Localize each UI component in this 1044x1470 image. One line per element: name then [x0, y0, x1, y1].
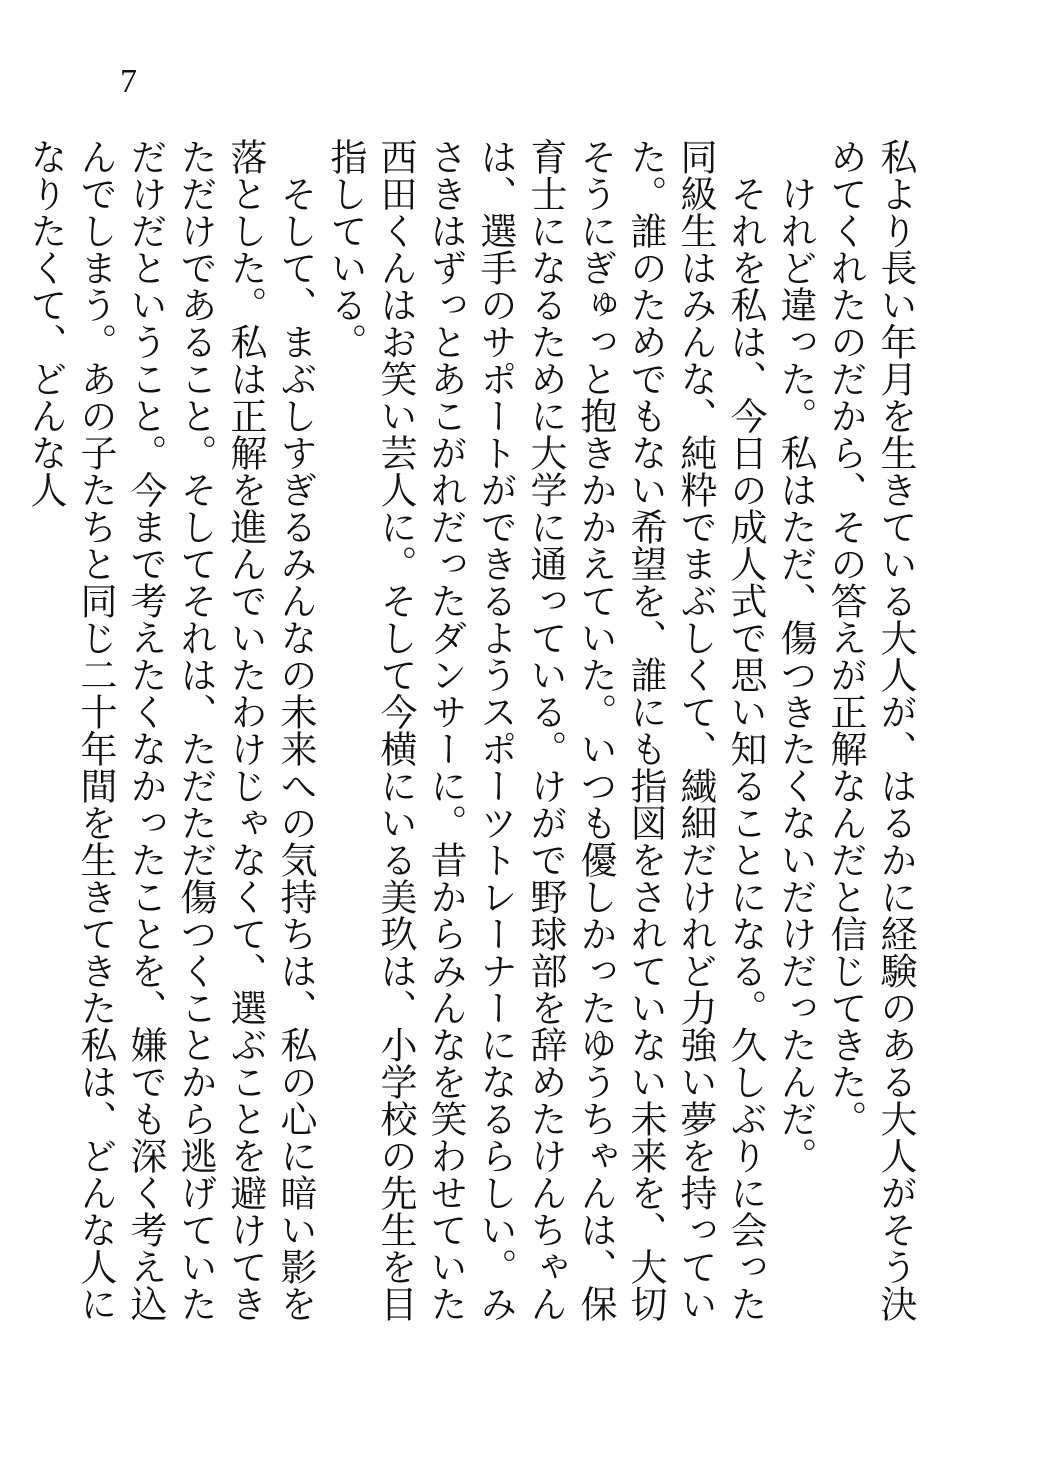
vertical-text-body: [24, 138, 920, 1348]
paragraph-3: それを私は、今日の成人式で思い知ることになる。久しぶりに会った同級生はみんな、純粋でまぶしくて、繊細だけれど力強い夢を持っていた。誰のためでもない希望を、誰にも指図をされていない未来を、大切そうにぎゅっと抱きかかえていた。いつも優しかったゆうちゃんは、保育士になるために大学に通っている。けがで野球部を辞めたけんちゃんは、選手のサポートができるようスポーツトレーナーになるらしい。みさきはずっとあこがれだったダンサーに。昔からみんなを笑わせていた西田くんはお笑い芸人に。そして今横にいる美玖は、小学校の先生を目指している。: [324, 138, 767, 1322]
paragraph-1: 私より長い年月を生きている大人が、はるかに経験のある大人がそう決めてくれたのだから、その答えが正解なんだと信じてきた。: [824, 138, 917, 1322]
page-number: 7: [120, 63, 137, 100]
paragraph-4: そして、まぶしすぎるみんなの未来への気持ちは、私の心に暗い影を落とした。私は正解を進んでいたわけじゃなくて、選ぶことを避けてきただけであること。そしてそれは、ただただ傷つくことから逃げていただけだということ。今まで考えたくなかったことを、嫌でも深く考え込んでしまう。あの子たちと同じ二十年間を生きてきた私は、どんな人になりたくて、どんな人: [24, 138, 317, 1322]
paragraph-2: けれど違った。私はただ、傷つきたくないだけだったんだ。: [774, 175, 817, 1174]
